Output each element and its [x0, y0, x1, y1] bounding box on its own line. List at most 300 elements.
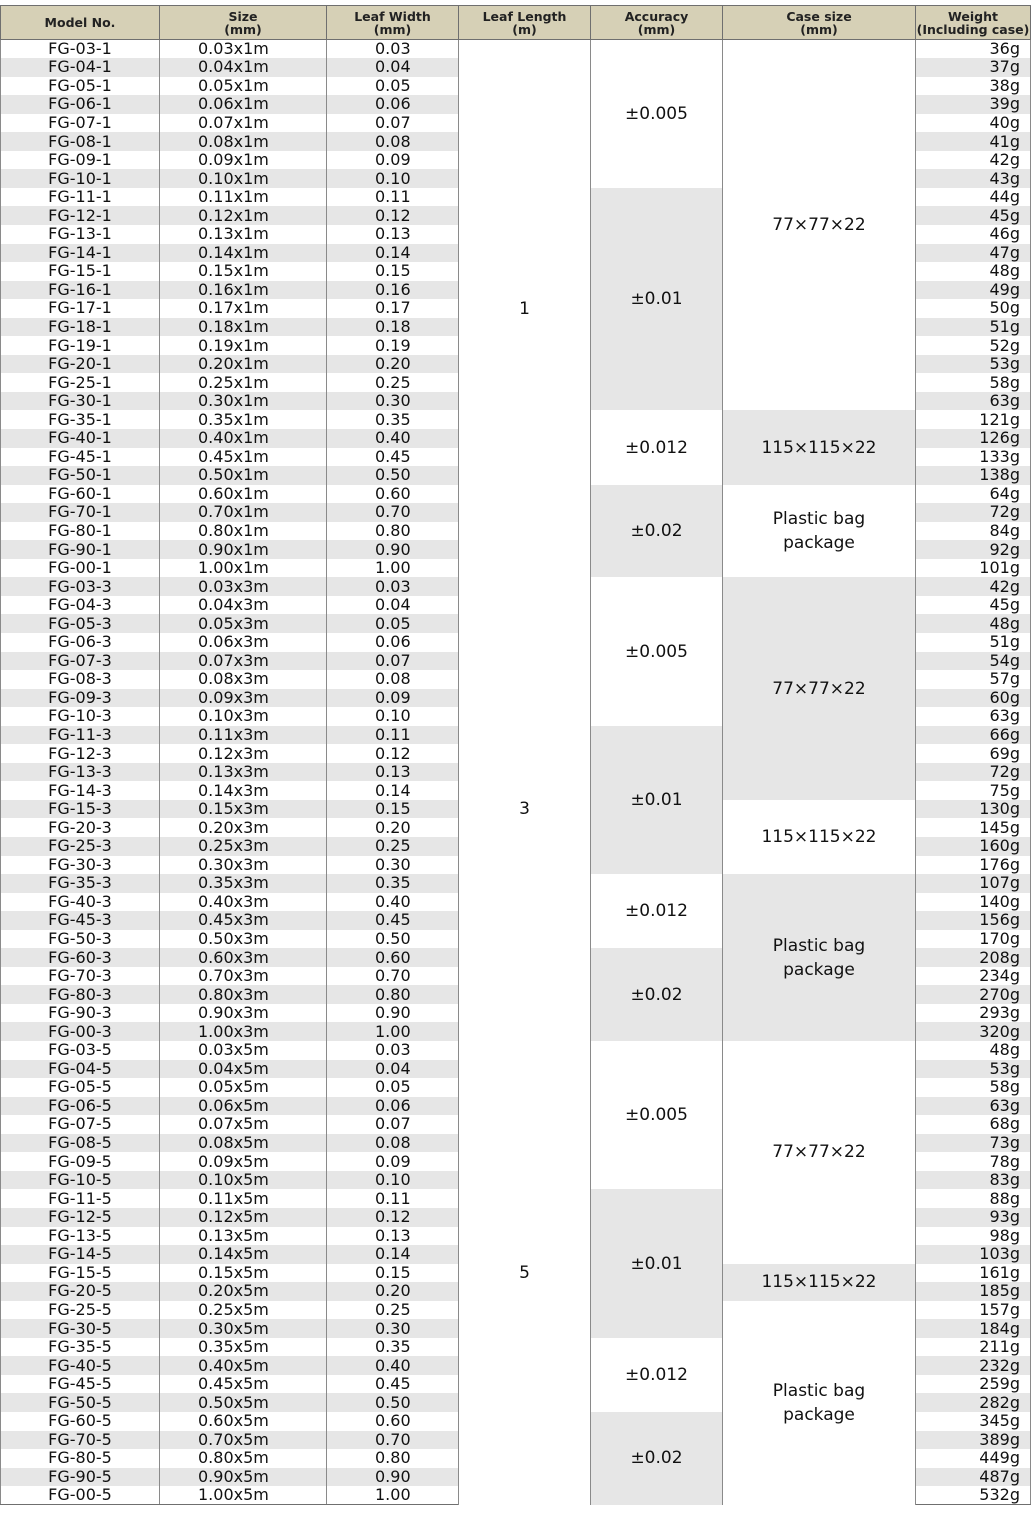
size-cell: 0.10x5m — [160, 1171, 327, 1190]
table-header — [1, 6, 1031, 40]
weight-cell: 92g — [916, 540, 1031, 559]
leaf-width-cell: 0.13 — [327, 763, 459, 782]
size-cell: 0.19x1m — [160, 336, 327, 355]
size-cell: 0.07x5m — [160, 1115, 327, 1134]
size-cell: 0.40x3m — [160, 893, 327, 912]
size-cell: 0.70x1m — [160, 503, 327, 522]
leaf-length-cell: 3 — [459, 577, 591, 1041]
leaf-width-cell: 0.04 — [327, 596, 459, 615]
model-no-cell: FG-11-5 — [1, 1189, 160, 1208]
accuracy-cell: ±0.01 — [591, 1189, 723, 1337]
size-cell: 0.13x1m — [160, 225, 327, 244]
leaf-width-cell: 0.05 — [327, 1078, 459, 1097]
model-no-cell: FG-25-1 — [1, 373, 160, 392]
weight-cell: 53g — [916, 1060, 1031, 1079]
model-no-cell: FG-00-1 — [1, 559, 160, 578]
leaf-width-cell: 0.10 — [327, 1171, 459, 1190]
weight-cell: 449g — [916, 1449, 1031, 1468]
size-cell: 0.11x1m — [160, 188, 327, 207]
model-no-cell: FG-16-1 — [1, 281, 160, 300]
size-cell: 0.16x1m — [160, 281, 327, 300]
accuracy-cell: ±0.02 — [591, 1412, 723, 1505]
case-size-cell: 77×77×22 — [723, 577, 916, 800]
weight-cell: 58g — [916, 1078, 1031, 1097]
model-no-cell: FG-05-1 — [1, 77, 160, 96]
size-cell: 0.17x1m — [160, 299, 327, 318]
leaf-width-cell: 0.06 — [327, 633, 459, 652]
weight-cell: 72g — [916, 763, 1031, 782]
weight-cell: 42g — [916, 577, 1031, 596]
size-cell: 0.30x3m — [160, 856, 327, 875]
weight-cell: 211g — [916, 1338, 1031, 1357]
size-cell: 0.15x5m — [160, 1264, 327, 1283]
model-no-cell: FG-12-5 — [1, 1208, 160, 1227]
model-no-cell: FG-06-1 — [1, 95, 160, 114]
model-no-cell: FG-60-1 — [1, 485, 160, 504]
model-no-cell: FG-09-5 — [1, 1152, 160, 1171]
leaf-width-cell: 0.60 — [327, 1412, 459, 1431]
leaf-width-cell: 0.09 — [327, 1152, 459, 1171]
model-no-cell: FG-13-1 — [1, 225, 160, 244]
model-no-cell: FG-14-5 — [1, 1245, 160, 1264]
model-no-cell: FG-11-3 — [1, 726, 160, 745]
weight-cell: 176g — [916, 856, 1031, 875]
model-no-cell: FG-04-1 — [1, 58, 160, 77]
model-no-cell: FG-03-5 — [1, 1041, 160, 1060]
weight-cell: 293g — [916, 1004, 1031, 1023]
leaf-length-cell: 1 — [459, 40, 591, 578]
leaf-width-cell: 0.12 — [327, 206, 459, 225]
weight-cell: 93g — [916, 1208, 1031, 1227]
weight-cell: 126g — [916, 429, 1031, 448]
size-cell: 0.10x3m — [160, 707, 327, 726]
leaf-width-cell: 1.00 — [327, 1486, 459, 1505]
weight-cell: 45g — [916, 596, 1031, 615]
leaf-width-cell: 0.09 — [327, 689, 459, 708]
model-no-cell: FG-40-1 — [1, 429, 160, 448]
size-cell: 0.60x5m — [160, 1412, 327, 1431]
model-no-cell: FG-06-3 — [1, 633, 160, 652]
model-no-cell: FG-05-5 — [1, 1078, 160, 1097]
model-no-cell: FG-08-3 — [1, 670, 160, 689]
size-cell: 0.60x1m — [160, 485, 327, 504]
weight-cell: 145g — [916, 818, 1031, 837]
leaf-width-cell: 0.70 — [327, 967, 459, 986]
size-cell: 0.50x5m — [160, 1393, 327, 1412]
leaf-width-cell: 0.03 — [327, 1041, 459, 1060]
header-model-no: Model No. — [1, 6, 160, 40]
leaf-width-cell: 0.90 — [327, 540, 459, 559]
leaf-width-cell: 0.40 — [327, 429, 459, 448]
leaf-width-cell: 0.13 — [327, 1227, 459, 1246]
header-weight: Weight (Including case) — [916, 6, 1031, 40]
weight-cell: 185g — [916, 1282, 1031, 1301]
leaf-width-cell: 0.18 — [327, 318, 459, 337]
weight-cell: 140g — [916, 893, 1031, 912]
size-cell: 0.50x3m — [160, 930, 327, 949]
leaf-width-cell: 0.10 — [327, 707, 459, 726]
weight-cell: 232g — [916, 1356, 1031, 1375]
model-no-cell: FG-05-3 — [1, 614, 160, 633]
weight-cell: 156g — [916, 911, 1031, 930]
weight-cell: 78g — [916, 1152, 1031, 1171]
model-no-cell: FG-30-1 — [1, 392, 160, 411]
size-cell: 0.11x3m — [160, 726, 327, 745]
leaf-width-cell: 0.35 — [327, 410, 459, 429]
size-cell: 0.90x3m — [160, 1004, 327, 1023]
weight-cell: 320g — [916, 1022, 1031, 1041]
size-cell: 0.09x1m — [160, 151, 327, 170]
model-no-cell: FG-80-3 — [1, 985, 160, 1004]
weight-cell: 157g — [916, 1301, 1031, 1320]
leaf-width-cell: 0.70 — [327, 1431, 459, 1450]
header-leaf-width: Leaf Width (mm) — [327, 6, 459, 40]
size-cell: 0.13x3m — [160, 763, 327, 782]
model-no-cell: FG-10-3 — [1, 707, 160, 726]
leaf-width-cell: 0.30 — [327, 392, 459, 411]
model-no-cell: FG-10-5 — [1, 1171, 160, 1190]
weight-cell: 107g — [916, 874, 1031, 893]
size-cell: 0.70x5m — [160, 1431, 327, 1450]
weight-cell: 121g — [916, 410, 1031, 429]
leaf-width-cell: 0.40 — [327, 1356, 459, 1375]
size-cell: 0.03x1m — [160, 40, 327, 59]
model-no-cell: FG-45-1 — [1, 448, 160, 467]
leaf-width-cell: 1.00 — [327, 559, 459, 578]
weight-cell: 41g — [916, 132, 1031, 151]
size-cell: 0.11x5m — [160, 1189, 327, 1208]
model-no-cell: FG-45-5 — [1, 1375, 160, 1394]
weight-cell: 130g — [916, 800, 1031, 819]
weight-cell: 84g — [916, 522, 1031, 541]
model-no-cell: FG-40-3 — [1, 893, 160, 912]
case-size-cell: 77×77×22 — [723, 40, 916, 411]
leaf-width-cell: 0.14 — [327, 244, 459, 263]
model-no-cell: FG-15-3 — [1, 800, 160, 819]
size-cell: 0.20x1m — [160, 355, 327, 374]
size-cell: 0.15x3m — [160, 800, 327, 819]
table-row — [1, 1041, 1031, 1060]
size-cell: 0.25x5m — [160, 1301, 327, 1320]
leaf-width-cell: 0.08 — [327, 132, 459, 151]
weight-cell: 52g — [916, 336, 1031, 355]
size-cell: 0.60x3m — [160, 948, 327, 967]
leaf-width-cell: 0.11 — [327, 1189, 459, 1208]
weight-cell: 234g — [916, 967, 1031, 986]
size-cell: 0.50x1m — [160, 466, 327, 485]
model-no-cell: FG-20-5 — [1, 1282, 160, 1301]
leaf-width-cell: 0.90 — [327, 1468, 459, 1487]
leaf-width-cell: 0.50 — [327, 466, 459, 485]
case-size-cell: Plastic bag package — [723, 485, 916, 578]
weight-cell: 44g — [916, 188, 1031, 207]
leaf-width-cell: 0.07 — [327, 1115, 459, 1134]
leaf-width-cell: 0.19 — [327, 336, 459, 355]
model-no-cell: FG-80-1 — [1, 522, 160, 541]
leaf-width-cell: 0.09 — [327, 151, 459, 170]
weight-cell: 49g — [916, 281, 1031, 300]
size-cell: 0.07x1m — [160, 114, 327, 133]
weight-cell: 133g — [916, 448, 1031, 467]
weight-cell: 58g — [916, 373, 1031, 392]
model-no-cell: FG-04-5 — [1, 1060, 160, 1079]
leaf-width-cell: 0.30 — [327, 1319, 459, 1338]
model-no-cell: FG-08-5 — [1, 1134, 160, 1153]
leaf-width-cell: 0.03 — [327, 577, 459, 596]
case-size-cell: 77×77×22 — [723, 1041, 916, 1264]
leaf-width-cell: 0.25 — [327, 837, 459, 856]
table-row — [1, 577, 1031, 596]
leaf-width-cell: 0.11 — [327, 188, 459, 207]
model-no-cell: FG-13-5 — [1, 1227, 160, 1246]
weight-cell: 51g — [916, 318, 1031, 337]
weight-cell: 54g — [916, 652, 1031, 671]
accuracy-cell: ±0.012 — [591, 874, 723, 948]
case-size-cell: 115×115×22 — [723, 800, 916, 874]
leaf-width-cell: 0.30 — [327, 856, 459, 875]
weight-cell: 60g — [916, 689, 1031, 708]
weight-cell: 103g — [916, 1245, 1031, 1264]
model-no-cell: FG-70-3 — [1, 967, 160, 986]
size-cell: 0.09x5m — [160, 1152, 327, 1171]
header-case-size: Case size (mm) — [723, 6, 916, 40]
size-cell: 0.14x1m — [160, 244, 327, 263]
weight-cell: 37g — [916, 58, 1031, 77]
accuracy-cell: ±0.02 — [591, 948, 723, 1041]
leaf-width-cell: 0.07 — [327, 652, 459, 671]
size-cell: 0.08x3m — [160, 670, 327, 689]
leaf-width-cell: 0.03 — [327, 40, 459, 59]
model-no-cell: FG-07-5 — [1, 1115, 160, 1134]
size-cell: 0.35x5m — [160, 1338, 327, 1357]
weight-cell: 138g — [916, 466, 1031, 485]
size-cell: 0.70x3m — [160, 967, 327, 986]
leaf-width-cell: 0.25 — [327, 1301, 459, 1320]
size-cell: 1.00x5m — [160, 1486, 327, 1505]
model-no-cell: FG-50-3 — [1, 930, 160, 949]
leaf-width-cell: 0.20 — [327, 355, 459, 374]
leaf-width-cell: 0.15 — [327, 1264, 459, 1283]
size-cell: 0.40x1m — [160, 429, 327, 448]
size-cell: 0.05x1m — [160, 77, 327, 96]
model-no-cell: FG-20-1 — [1, 355, 160, 374]
size-cell: 0.90x1m — [160, 540, 327, 559]
size-cell: 0.05x5m — [160, 1078, 327, 1097]
weight-cell: 64g — [916, 485, 1031, 504]
size-cell: 0.20x3m — [160, 818, 327, 837]
leaf-width-cell: 0.90 — [327, 1004, 459, 1023]
size-cell: 1.00x1m — [160, 559, 327, 578]
model-no-cell: FG-06-5 — [1, 1097, 160, 1116]
size-cell: 0.07x3m — [160, 652, 327, 671]
accuracy-cell: ±0.02 — [591, 485, 723, 578]
leaf-width-cell: 0.50 — [327, 930, 459, 949]
model-no-cell: FG-00-3 — [1, 1022, 160, 1041]
weight-cell: 83g — [916, 1171, 1031, 1190]
size-cell: 0.10x1m — [160, 169, 327, 188]
model-no-cell: FG-15-1 — [1, 262, 160, 281]
model-no-cell: FG-90-3 — [1, 1004, 160, 1023]
weight-cell: 46g — [916, 225, 1031, 244]
weight-cell: 101g — [916, 559, 1031, 578]
model-no-cell: FG-11-1 — [1, 188, 160, 207]
size-cell: 0.18x1m — [160, 318, 327, 337]
leaf-width-cell: 0.08 — [327, 670, 459, 689]
leaf-width-cell: 0.45 — [327, 448, 459, 467]
leaf-width-cell: 0.08 — [327, 1134, 459, 1153]
size-cell: 0.40x5m — [160, 1356, 327, 1375]
weight-cell: 161g — [916, 1264, 1031, 1283]
model-no-cell: FG-13-3 — [1, 763, 160, 782]
model-no-cell: FG-10-1 — [1, 169, 160, 188]
size-cell: 0.80x5m — [160, 1449, 327, 1468]
leaf-width-cell: 0.12 — [327, 744, 459, 763]
model-no-cell: FG-17-1 — [1, 299, 160, 318]
weight-cell: 63g — [916, 707, 1031, 726]
leaf-width-cell: 0.06 — [327, 1097, 459, 1116]
leaf-width-cell: 0.04 — [327, 1060, 459, 1079]
size-cell: 1.00x3m — [160, 1022, 327, 1041]
model-no-cell: FG-30-5 — [1, 1319, 160, 1338]
weight-cell: 389g — [916, 1431, 1031, 1450]
model-no-cell: FG-18-1 — [1, 318, 160, 337]
weight-cell: 259g — [916, 1375, 1031, 1394]
model-no-cell: FG-45-3 — [1, 911, 160, 930]
leaf-width-cell: 0.06 — [327, 95, 459, 114]
size-cell: 0.04x3m — [160, 596, 327, 615]
weight-cell: 66g — [916, 726, 1031, 745]
weight-cell: 43g — [916, 169, 1031, 188]
model-no-cell: FG-60-3 — [1, 948, 160, 967]
weight-cell: 40g — [916, 114, 1031, 133]
size-cell: 0.45x3m — [160, 911, 327, 930]
table-body — [1, 40, 1031, 1505]
case-size-cell: Plastic bag package — [723, 874, 916, 1041]
model-no-cell: FG-35-5 — [1, 1338, 160, 1357]
leaf-width-cell: 0.25 — [327, 373, 459, 392]
leaf-width-cell: 0.50 — [327, 1393, 459, 1412]
model-no-cell: FG-50-1 — [1, 466, 160, 485]
case-size-cell: Plastic bag package — [723, 1301, 916, 1505]
weight-cell: 51g — [916, 633, 1031, 652]
weight-cell: 69g — [916, 744, 1031, 763]
model-no-cell: FG-60-5 — [1, 1412, 160, 1431]
size-cell: 0.15x1m — [160, 262, 327, 281]
leaf-width-cell: 0.14 — [327, 1245, 459, 1264]
weight-cell: 45g — [916, 206, 1031, 225]
model-no-cell: FG-03-1 — [1, 40, 160, 59]
size-cell: 0.06x3m — [160, 633, 327, 652]
model-no-cell: FG-20-3 — [1, 818, 160, 837]
weight-cell: 184g — [916, 1319, 1031, 1338]
leaf-width-cell: 0.07 — [327, 114, 459, 133]
accuracy-cell: ±0.012 — [591, 410, 723, 484]
model-no-cell: FG-90-1 — [1, 540, 160, 559]
weight-cell: 36g — [916, 40, 1031, 59]
accuracy-cell: ±0.01 — [591, 188, 723, 411]
model-no-cell: FG-00-5 — [1, 1486, 160, 1505]
weight-cell: 73g — [916, 1134, 1031, 1153]
size-cell: 0.30x5m — [160, 1319, 327, 1338]
weight-cell: 39g — [916, 95, 1031, 114]
leaf-width-cell: 0.20 — [327, 1282, 459, 1301]
weight-cell: 270g — [916, 985, 1031, 1004]
model-no-cell: FG-12-3 — [1, 744, 160, 763]
weight-cell: 170g — [916, 930, 1031, 949]
header-size: Size (mm) — [160, 6, 327, 40]
accuracy-cell: ±0.01 — [591, 726, 723, 874]
size-cell: 0.05x3m — [160, 614, 327, 633]
leaf-width-cell: 0.20 — [327, 818, 459, 837]
model-no-cell: FG-25-5 — [1, 1301, 160, 1320]
model-no-cell: FG-25-3 — [1, 837, 160, 856]
weight-cell: 345g — [916, 1412, 1031, 1431]
model-no-cell: FG-12-1 — [1, 206, 160, 225]
size-cell: 0.35x3m — [160, 874, 327, 893]
accuracy-cell: ±0.012 — [591, 1338, 723, 1412]
model-no-cell: FG-07-1 — [1, 114, 160, 133]
weight-cell: 63g — [916, 1097, 1031, 1116]
accuracy-cell: ±0.005 — [591, 1041, 723, 1189]
accuracy-cell: ±0.005 — [591, 577, 723, 725]
size-cell: 0.03x3m — [160, 577, 327, 596]
size-cell: 0.06x5m — [160, 1097, 327, 1116]
weight-cell: 208g — [916, 948, 1031, 967]
size-cell: 0.45x1m — [160, 448, 327, 467]
size-cell: 0.08x1m — [160, 132, 327, 151]
model-no-cell: FG-09-1 — [1, 151, 160, 170]
leaf-width-cell: 0.45 — [327, 911, 459, 930]
size-cell: 0.09x3m — [160, 689, 327, 708]
leaf-width-cell: 0.13 — [327, 225, 459, 244]
weight-cell: 532g — [916, 1486, 1031, 1505]
model-no-cell: FG-08-1 — [1, 132, 160, 151]
weight-cell: 68g — [916, 1115, 1031, 1134]
leaf-width-cell: 0.11 — [327, 726, 459, 745]
weight-cell: 53g — [916, 355, 1031, 374]
weight-cell: 487g — [916, 1468, 1031, 1487]
weight-cell: 63g — [916, 392, 1031, 411]
leaf-width-cell: 0.60 — [327, 485, 459, 504]
model-no-cell: FG-70-5 — [1, 1431, 160, 1450]
weight-cell: 50g — [916, 299, 1031, 318]
leaf-width-cell: 0.16 — [327, 281, 459, 300]
weight-cell: 72g — [916, 503, 1031, 522]
size-cell: 0.90x5m — [160, 1468, 327, 1487]
leaf-width-cell: 0.05 — [327, 77, 459, 96]
header-leaf-length: Leaf Length (m) — [459, 6, 591, 40]
leaf-width-cell: 0.35 — [327, 1338, 459, 1357]
case-size-cell: 115×115×22 — [723, 1264, 916, 1301]
leaf-width-cell: 1.00 — [327, 1022, 459, 1041]
accuracy-cell: ±0.005 — [591, 40, 723, 188]
leaf-width-cell: 0.60 — [327, 948, 459, 967]
weight-cell: 48g — [916, 1041, 1031, 1060]
leaf-width-cell: 0.05 — [327, 614, 459, 633]
size-cell: 0.30x1m — [160, 392, 327, 411]
size-cell: 0.04x5m — [160, 1060, 327, 1079]
size-cell: 0.08x5m — [160, 1134, 327, 1153]
model-no-cell: FG-35-3 — [1, 874, 160, 893]
size-cell: 0.03x5m — [160, 1041, 327, 1060]
size-cell: 0.45x5m — [160, 1375, 327, 1394]
weight-cell: 88g — [916, 1189, 1031, 1208]
leaf-width-cell: 0.10 — [327, 169, 459, 188]
model-no-cell: FG-04-3 — [1, 596, 160, 615]
product-spec-table — [0, 5, 1031, 1505]
leaf-length-cell: 5 — [459, 1041, 591, 1505]
model-no-cell: FG-14-3 — [1, 781, 160, 800]
